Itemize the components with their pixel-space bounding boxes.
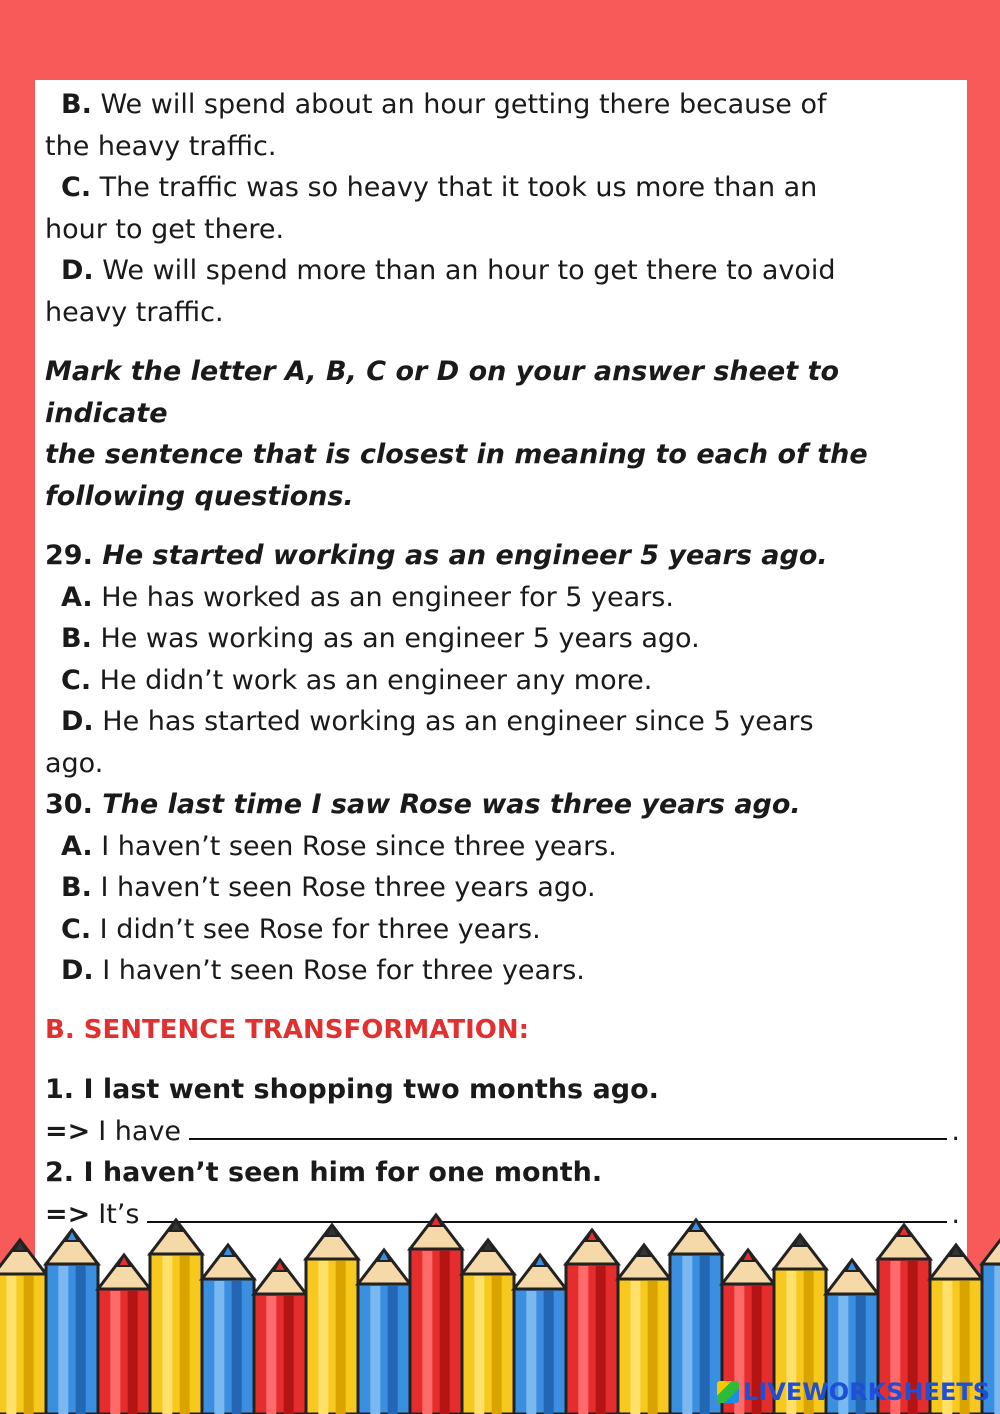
pencil xyxy=(670,1220,722,1414)
q30-option-c[interactable]: C. I didn’t see Rose for three years. xyxy=(61,913,541,945)
transformation-sentence-1: 1. I last went shopping two months ago. xyxy=(45,1074,659,1105)
pencil xyxy=(98,1255,150,1414)
transformation-sentence-2: 2. I haven’t seen him for one month. xyxy=(45,1157,603,1188)
instruction: Mark the letter A, B, C or D on your answer sheet to indicate the sentence that is closest in meaning to each of the following questions. xyxy=(45,356,868,512)
pencil xyxy=(202,1245,254,1414)
section-title: B. SENTENCE TRANSFORMATION: xyxy=(45,1014,530,1045)
pencil xyxy=(0,1240,46,1414)
transformation-answer-row-1: => I have . xyxy=(45,1111,960,1153)
prev-option-b-cont: the heavy traffic. xyxy=(45,130,277,162)
q29-option-a[interactable]: A. He has worked as an engineer for 5 years. xyxy=(61,581,674,613)
q29-option-d-cont: ago. xyxy=(45,747,104,779)
q29-option-d[interactable]: D. He has started working as an engineer since 5 years xyxy=(61,706,814,737)
prev-option-d: D. We will spend more than an hour to get there to avoid xyxy=(61,255,836,286)
q30-option-b[interactable]: B. I haven’t seen Rose three years ago. xyxy=(61,872,596,903)
pencil xyxy=(150,1220,202,1414)
prev-option-b: B. We will spend about an hour getting there because of xyxy=(61,89,827,120)
question-30: 30. The last time I saw Rose was three years ago. xyxy=(45,789,801,820)
pencil xyxy=(358,1250,410,1414)
q29-option-b[interactable]: B. He was working as an engineer 5 years ago. xyxy=(61,623,700,654)
prev-option-c: C. The traffic was so heavy that it took us more than an xyxy=(61,172,818,203)
answer-blank-1[interactable] xyxy=(189,1112,947,1140)
q30-option-a[interactable]: A. I haven’t seen Rose since three years. xyxy=(61,830,617,862)
prev-option-c-cont: hour to get there. xyxy=(45,213,285,245)
worksheet-content xyxy=(45,84,960,1235)
q30-option-d[interactable]: D. I haven’t seen Rose for three years. xyxy=(61,955,585,986)
logo-icon xyxy=(717,1381,739,1403)
pencil xyxy=(618,1245,670,1414)
q29-option-c[interactable]: C. He didn’t work as an engineer any more. xyxy=(61,664,653,696)
liveworksheets-logo: LIVEWORKSHEETS xyxy=(717,1378,990,1406)
transformation-answer-row-2: => It’s . xyxy=(45,1194,960,1236)
pencil xyxy=(306,1225,358,1414)
pencil xyxy=(462,1240,514,1414)
pencil xyxy=(514,1255,566,1414)
pencil xyxy=(410,1215,462,1414)
pencil xyxy=(566,1230,618,1414)
prev-option-d-cont: heavy traffic. xyxy=(45,296,224,328)
pencil xyxy=(254,1260,306,1414)
pencil xyxy=(46,1230,98,1414)
question-29: 29. He started working as an engineer 5 years ago. xyxy=(45,540,828,571)
